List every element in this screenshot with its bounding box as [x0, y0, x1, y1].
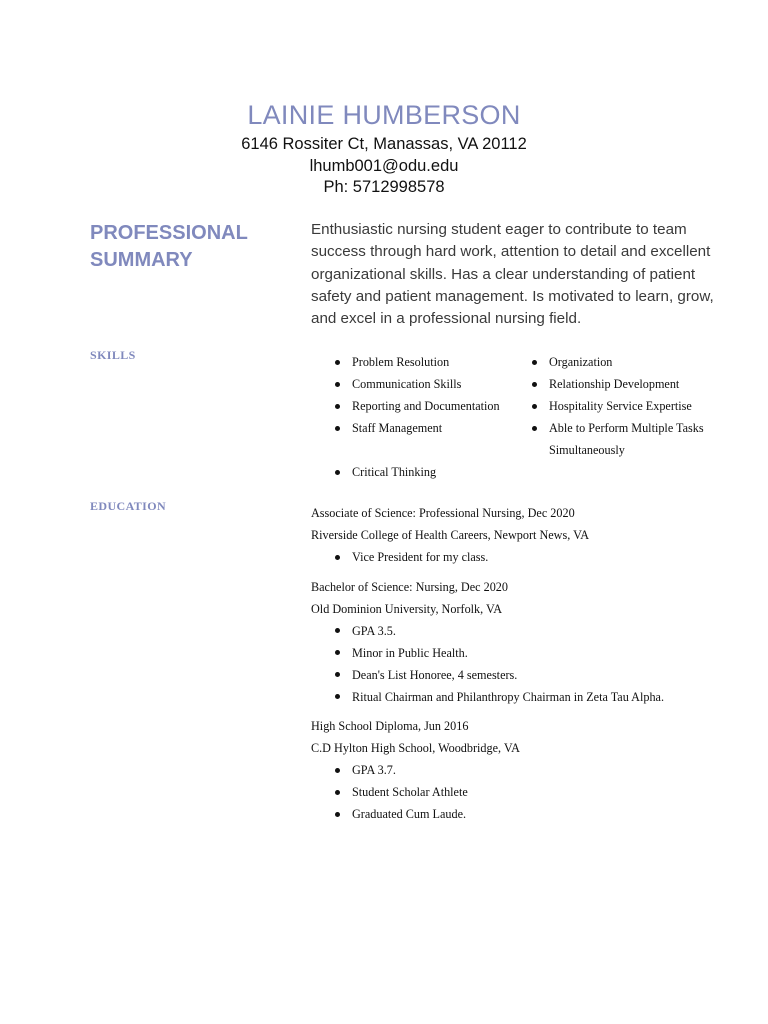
education-bullet: Student Scholar Athlete [311, 781, 731, 803]
bullet-icon [335, 360, 340, 365]
summary-text: Enthusiastic nursing student eager to contribute to team success through hard work, attention to detail and excellent organizational skills. Has a clear understanding of patient safety and patient management. Is motivated to learn, grow, and excel in a professional nursing field. [311, 221, 714, 328]
education-bullet: Dean's List Honoree, 4 semesters. [311, 664, 731, 686]
education-list [311, 502, 731, 825]
bullet-icon [335, 404, 340, 409]
phone: Ph: 5712998578 [323, 178, 445, 196]
education-bullet: Minor in Public Health. [311, 642, 731, 664]
skill-item: Communication Skills [335, 373, 461, 395]
bullet-icon [335, 672, 340, 677]
bullet-icon [335, 694, 340, 699]
bullet-icon [532, 404, 537, 409]
bullet-icon [335, 628, 340, 633]
summary-heading-line2: SUMMARY [90, 249, 193, 271]
bullet-icon [335, 470, 340, 475]
skill-item: Reporting and Documentation [335, 395, 500, 417]
education-bullet: Ritual Chairman and Philanthropy Chairman in Zeta Tau Alpha. [311, 686, 731, 708]
bullet-icon [335, 555, 340, 560]
skill-item: Problem Resolution [335, 351, 449, 373]
bullet-icon [532, 382, 537, 387]
degree: Bachelor of Science: Nursing, Dec 2020 [311, 579, 508, 594]
bullet-icon [335, 790, 340, 795]
skill-item: Critical Thinking [335, 461, 436, 483]
bullet-icon [335, 426, 340, 431]
skill-item: Organization [532, 351, 612, 373]
school: Riverside College of Health Careers, Newport News, VA [311, 528, 590, 542]
skill-item: Able to Perform Multiple Tasks [532, 417, 704, 439]
education-bullet: GPA 3.5. [311, 620, 731, 642]
skill-item: Hospitality Service Expertise [532, 395, 692, 417]
bullet-icon [335, 382, 340, 387]
summary-heading-line1: PROFESSIONAL [90, 222, 248, 244]
bullet-icon [532, 426, 537, 431]
education-bullet: Vice President for my class. [311, 546, 731, 568]
degree: High School Diploma, Jun 2016 [311, 719, 469, 733]
education-heading: EDUCATION [90, 499, 167, 513]
summary-heading [90, 220, 280, 274]
skill-item: Relationship Development [532, 373, 679, 395]
education-bullet: GPA 3.7. [311, 759, 731, 781]
skills-heading: SKILLS [90, 348, 136, 362]
address: 6146 Rossiter Ct, Manassas, VA 20112 [241, 135, 527, 153]
bullet-icon [335, 650, 340, 655]
education-bullet: Graduated Cum Laude. [311, 803, 731, 825]
skill-item-continued: Simultaneously [549, 443, 625, 457]
education-entry [311, 715, 731, 825]
skill-item: Staff Management [335, 417, 442, 439]
education-entry [311, 502, 731, 568]
degree: Associate of Science: Professional Nursing, Dec 2020 [311, 506, 575, 520]
education-entry [311, 576, 731, 708]
resume-header [0, 98, 768, 199]
school: Old Dominion University, Norfolk, VA [311, 601, 503, 616]
email: lhumb001@odu.edu [309, 156, 459, 175]
candidate-name: LAINIE HUMBERSON [247, 100, 521, 130]
school: C.D Hylton High School, Woodbridge, VA [311, 741, 520, 755]
bullet-icon [335, 812, 340, 817]
bullet-icon [532, 360, 537, 365]
bullet-icon [335, 768, 340, 773]
